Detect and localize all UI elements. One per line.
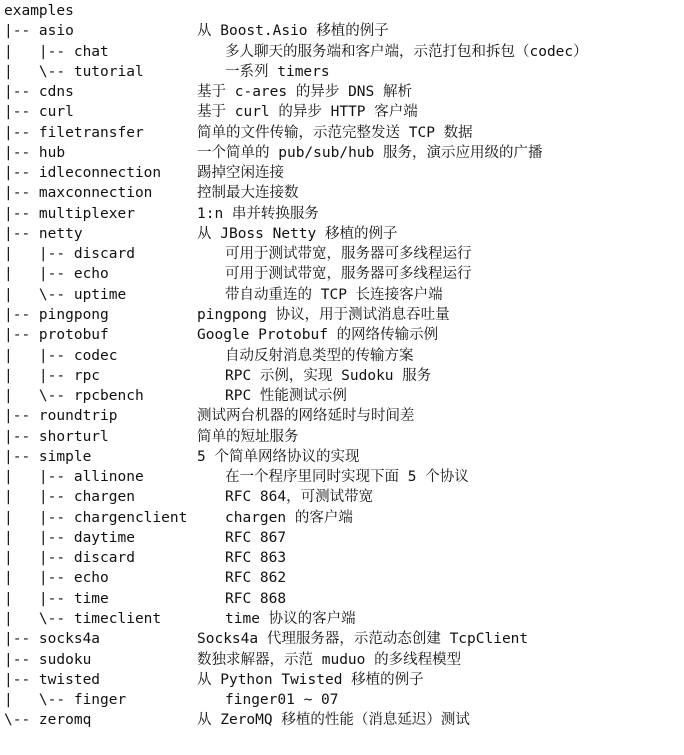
tree-entry bbox=[4, 589, 684, 609]
tree-entries bbox=[4, 21, 684, 730]
tree-entry bbox=[4, 386, 684, 406]
tree-entry bbox=[4, 690, 684, 710]
entry-description: RFC 862 bbox=[225, 570, 287, 587]
tree-entry bbox=[4, 82, 684, 102]
entry-path: | |-- echo bbox=[4, 570, 109, 587]
tree-entry bbox=[4, 346, 684, 366]
entry-description: 从 JBoss Netty 移植的例子 bbox=[197, 225, 398, 242]
entry-path: | |-- chargen bbox=[4, 489, 135, 506]
entry-description: chargen 的客户端 bbox=[225, 509, 353, 526]
entry-description: 可用于测试带宽，服务器可多线程运行 bbox=[225, 246, 472, 263]
entry-description: 可用于测试带宽，服务器可多线程运行 bbox=[225, 266, 472, 283]
entry-path: | |-- chargenclient bbox=[4, 509, 188, 526]
entry-path: |-- idleconnection bbox=[4, 165, 162, 182]
tree-entry bbox=[4, 650, 684, 670]
entry-description: 简单的文件传输，示范完整发送 TCP 数据 bbox=[197, 124, 473, 141]
entry-description: 基于 curl 的异步 HTTP 客户端 bbox=[197, 104, 418, 121]
tree-entry bbox=[4, 325, 684, 345]
tree-root bbox=[4, 1, 684, 21]
entry-description: Google Protobuf 的网络传输示例 bbox=[197, 327, 439, 344]
entry-path: |-- asio bbox=[4, 23, 74, 40]
entry-description: RFC 863 bbox=[225, 550, 287, 567]
entry-description: RFC 868 bbox=[225, 590, 287, 607]
entry-path: |-- socks4a bbox=[4, 631, 101, 648]
tree-entry bbox=[4, 244, 684, 264]
entry-path: | |-- echo bbox=[4, 266, 109, 283]
entry-description: 从 Boost.Asio 移植的例子 bbox=[197, 23, 389, 40]
entry-path: |-- roundtrip bbox=[4, 408, 118, 425]
entry-path: |-- multiplexer bbox=[4, 205, 135, 222]
entry-path: |-- hub bbox=[4, 144, 66, 161]
entry-path: \-- zeromq bbox=[4, 712, 92, 729]
entry-description: RFC 867 bbox=[225, 529, 287, 546]
entry-description: RFC 864，可测试带宽 bbox=[225, 489, 374, 506]
entry-description: 一个简单的 pub/sub/hub 服务，演示应用级的广播 bbox=[197, 144, 543, 161]
tree-entry bbox=[4, 102, 684, 122]
tree-entry bbox=[4, 629, 684, 649]
entry-path: |-- protobuf bbox=[4, 327, 109, 344]
tree-entry bbox=[4, 427, 684, 447]
entry-path: |-- maxconnection bbox=[4, 185, 153, 202]
directory-tree bbox=[4, 1, 684, 731]
tree-entry bbox=[4, 42, 684, 62]
entry-description: 基于 c-ares 的异步 DNS 解析 bbox=[197, 84, 412, 101]
entry-description: 简单的短址服务 bbox=[197, 428, 299, 445]
entry-description: RPC 性能测试示例 bbox=[225, 388, 347, 405]
entry-path: |-- curl bbox=[4, 104, 74, 121]
entry-description: 5 个简单网络协议的实现 bbox=[197, 448, 360, 465]
entry-description: 在一个程序里同时实现下面 5 个协议 bbox=[225, 469, 469, 486]
tree-entry bbox=[4, 305, 684, 325]
tree-entry bbox=[4, 710, 684, 730]
entry-path: | |-- rpc bbox=[4, 367, 101, 384]
tree-entry bbox=[4, 183, 684, 203]
entry-description: 踢掉空闲连接 bbox=[197, 165, 284, 182]
entry-path: |-- sudoku bbox=[4, 651, 92, 668]
entry-path: | |-- codec bbox=[4, 347, 118, 364]
entry-description: 多人聊天的服务端和客户端，示范打包和拆包（codec） bbox=[225, 43, 588, 60]
tree-entry bbox=[4, 548, 684, 568]
tree-entry bbox=[4, 366, 684, 386]
tree-entry bbox=[4, 62, 684, 82]
tree-entry bbox=[4, 21, 684, 41]
entry-description: 从 Python Twisted 移植的例子 bbox=[197, 671, 424, 688]
tree-entry bbox=[4, 609, 684, 629]
tree-entry bbox=[4, 487, 684, 507]
entry-path: |-- netty bbox=[4, 225, 83, 242]
entry-description: time 协议的客户端 bbox=[225, 610, 356, 627]
entry-description: 控制最大连接数 bbox=[197, 185, 299, 202]
entry-path: | \-- tutorial bbox=[4, 63, 144, 80]
tree-entry bbox=[4, 224, 684, 244]
entry-path: | |-- daytime bbox=[4, 529, 135, 546]
tree-entry bbox=[4, 568, 684, 588]
entry-path: | \-- rpcbench bbox=[4, 388, 144, 405]
entry-path: |-- cdns bbox=[4, 84, 74, 101]
tree-entry bbox=[4, 285, 684, 305]
entry-path: | |-- chat bbox=[4, 43, 109, 60]
entry-path: |-- shorturl bbox=[4, 428, 109, 445]
entry-path: |-- filetransfer bbox=[4, 124, 144, 141]
tree-entry bbox=[4, 163, 684, 183]
tree-entry bbox=[4, 264, 684, 284]
entry-description: 自动反射消息类型的传输方案 bbox=[225, 347, 414, 364]
entry-description: 一系列 timers bbox=[225, 63, 330, 80]
entry-description: pingpong 协议，用于测试消息吞吐量 bbox=[197, 306, 450, 323]
entry-description: Socks4a 代理服务器，示范动态创建 TcpClient bbox=[197, 631, 529, 648]
tree-entry bbox=[4, 123, 684, 143]
tree-entry bbox=[4, 406, 684, 426]
entry-description: 测试两台机器的网络延时与时间差 bbox=[197, 408, 415, 425]
entry-path: | |-- discard bbox=[4, 550, 135, 567]
entry-description: RPC 示例，实现 Sudoku 服务 bbox=[225, 367, 432, 384]
entry-path: |-- simple bbox=[4, 448, 92, 465]
tree-entry bbox=[4, 143, 684, 163]
tree-root-label: examples bbox=[4, 3, 74, 19]
entry-path: | |-- time bbox=[4, 590, 109, 607]
tree-entry bbox=[4, 204, 684, 224]
entry-path: |-- twisted bbox=[4, 671, 101, 688]
tree-entry bbox=[4, 447, 684, 467]
tree-entry bbox=[4, 508, 684, 528]
tree-entry bbox=[4, 528, 684, 548]
entry-path: | \-- uptime bbox=[4, 286, 127, 303]
entry-path: | |-- allinone bbox=[4, 469, 144, 486]
entry-description: finger01 ~ 07 bbox=[225, 692, 339, 709]
entry-path: | \-- finger bbox=[4, 692, 127, 709]
tree-entry bbox=[4, 467, 684, 487]
entry-path: | |-- discard bbox=[4, 246, 135, 263]
entry-description: 数独求解器，示范 muduo 的多线程模型 bbox=[197, 651, 462, 668]
entry-description: 1:n 串并转换服务 bbox=[197, 205, 319, 222]
entry-description: 带自动重连的 TCP 长连接客户端 bbox=[225, 286, 443, 303]
entry-path: | \-- timeclient bbox=[4, 610, 162, 627]
tree-entry bbox=[4, 670, 684, 690]
entry-description: 从 ZeroMQ 移植的性能（消息延迟）测试 bbox=[197, 712, 470, 729]
entry-path: |-- pingpong bbox=[4, 306, 109, 323]
